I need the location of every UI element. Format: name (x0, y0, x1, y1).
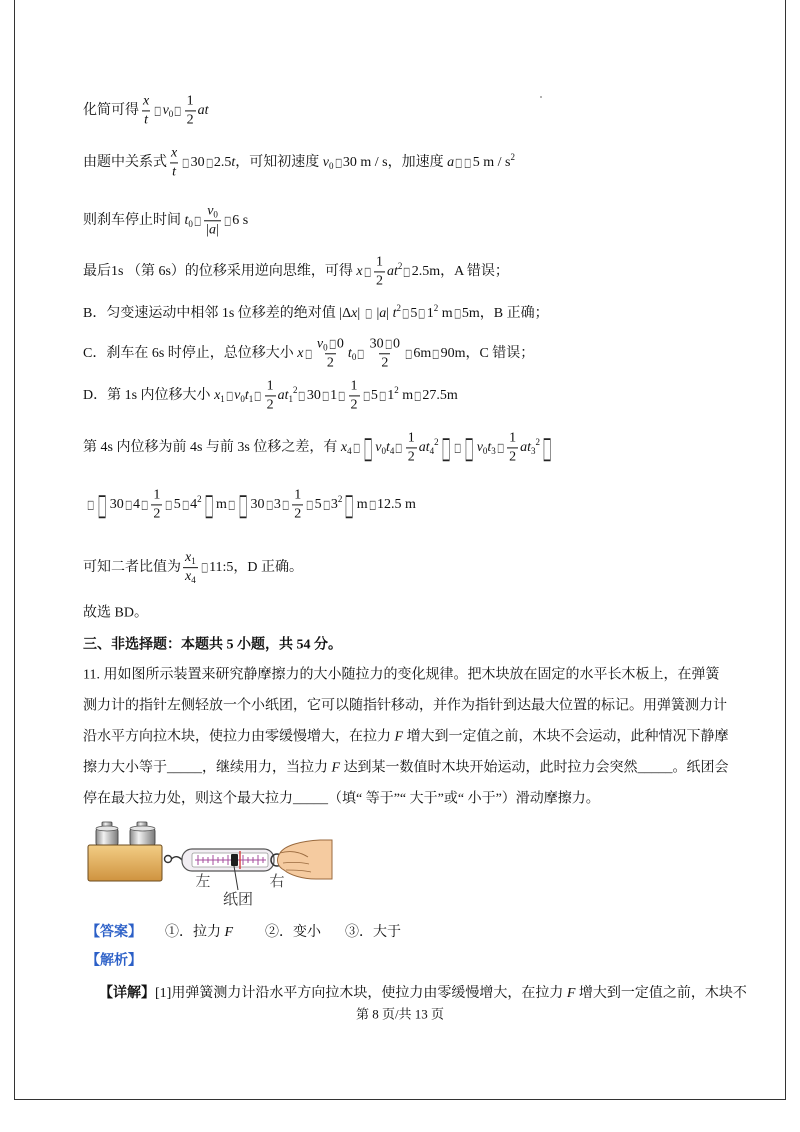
fraction-denominator (374, 272, 385, 290)
missing-symbol-box: □ (154, 103, 162, 118)
fraction-numerator (183, 550, 198, 567)
fraction-denominator (142, 111, 150, 129)
missing-symbol-box: □ (379, 388, 386, 403)
fraction-denominator (325, 354, 336, 372)
text-run: 1 (294, 487, 302, 503)
large-bracket-box: □ (98, 487, 107, 522)
text-run: | (216, 222, 219, 238)
math-variable: x (351, 306, 358, 322)
fraction (169, 145, 179, 180)
missing-symbol-box: □ (205, 155, 213, 170)
text-run: 2 (153, 506, 161, 522)
math-variable: x (185, 569, 192, 585)
text-run: 1 (509, 430, 517, 446)
solution-step-4 (83, 254, 509, 289)
missing-symbol-box: □ (395, 440, 403, 455)
math-variable: x (214, 388, 221, 404)
missing-symbol-box: □ (306, 497, 314, 512)
math-variable: at (277, 388, 289, 404)
solution-option-c (83, 336, 534, 371)
fraction-numerator (205, 203, 220, 220)
subscript: 1 (288, 394, 293, 405)
text-run: B．匀变速运动中相邻 1s 位移差的绝对值 (83, 306, 340, 322)
fraction (368, 336, 402, 371)
detail-label: 【详解】 (99, 985, 155, 1001)
text-run: 可知二者比值为 (83, 560, 181, 576)
solution-step-8 (83, 430, 554, 465)
text-run: 5 (173, 497, 181, 513)
text-run: 则刹车停止时间 (83, 213, 185, 229)
fraction-numerator (151, 487, 162, 504)
spring-scale (182, 849, 283, 871)
hand (277, 840, 332, 879)
math-variable: at (197, 103, 209, 119)
missing-symbol-box: □ (497, 440, 504, 455)
text-run: ③．大于 (345, 925, 401, 940)
text-run: 达到某一数值时木块开始运动，此时拉力会突然_____。纸团会 (340, 760, 729, 776)
text-run: 5 (370, 388, 378, 404)
superscript: 2 (397, 261, 403, 272)
text-run: 2 (381, 355, 389, 371)
question-text-line-2 (83, 699, 727, 716)
text-run: 90m，C 错误； (440, 346, 535, 362)
text-run: 30 (109, 497, 124, 513)
subscript: 4 (191, 575, 196, 586)
solution-step-9 (86, 487, 416, 522)
text-run: 1 (350, 378, 358, 394)
text-run: 化简可得 (83, 103, 139, 119)
missing-symbol-box: □ (174, 103, 182, 118)
fraction (374, 254, 385, 289)
fraction (185, 93, 196, 128)
subscript: 1 (220, 394, 225, 405)
math-variable: v (207, 203, 214, 219)
missing-symbol-box: □ (364, 306, 372, 321)
weight-right (130, 822, 155, 846)
large-bracket-box: □ (542, 430, 552, 465)
text-run: 2 (326, 355, 334, 371)
superscript: 2 (337, 494, 343, 505)
text-run: ①．拉力 (165, 925, 225, 940)
missing-symbol-box: □ (304, 346, 312, 361)
fraction-denominator (185, 111, 196, 129)
subscript: 1 (248, 394, 254, 405)
missing-symbol-box: □ (368, 497, 376, 512)
subscript: 3 (491, 446, 496, 457)
label-right: 右 (269, 872, 285, 890)
question-text-line-3 (83, 730, 729, 747)
missing-symbol-box: □ (334, 155, 342, 170)
fraction-denominator (151, 505, 162, 523)
math-variable: x (356, 264, 363, 280)
text-run: C．刹车在 6s 时停止，总位移大小 (83, 346, 298, 362)
math-variable: v (316, 336, 324, 352)
subscript: 0 (323, 342, 328, 353)
subscript: 1 (191, 556, 196, 567)
math-variable: at (520, 440, 532, 456)
text-run: 5 (314, 497, 322, 513)
solution-step-10 (83, 550, 303, 586)
text-run: 增大到一定值之前，木块不 (575, 985, 747, 1001)
answer-item-2 (265, 921, 321, 941)
text-run: 11. 用如图所示装置来研究静摩擦力的大小随拉力的变化规律。把木块放在固定的水平长木板上，在弹簧 (83, 667, 720, 683)
fraction-denominator (204, 221, 221, 239)
missing-symbol-box: □ (405, 346, 413, 361)
paper-ball (231, 854, 238, 866)
fraction (315, 336, 346, 371)
text-run: m (356, 497, 368, 513)
text-run: |Δ (339, 306, 352, 322)
missing-symbol-box: □ (328, 336, 336, 351)
text-run: 最后1s （第 6s）的位移采用逆向思维，可得 (83, 264, 357, 280)
answer-label: 【答案】 (86, 925, 142, 940)
math-variable: a (379, 306, 387, 322)
text-run: 1 (186, 93, 194, 109)
subscript: 0 (188, 219, 193, 230)
text-run: 1 (426, 306, 434, 322)
text-run: 1 (375, 254, 383, 270)
missing-symbol-box: □ (338, 388, 346, 403)
superscript: 2 (433, 303, 439, 314)
subscript: 4 (389, 446, 395, 457)
missing-symbol-box: □ (414, 388, 422, 403)
text-run: | (386, 306, 393, 322)
missing-symbol-box: □ (384, 336, 392, 351)
math-variable: t (184, 213, 189, 229)
wooden-block (88, 845, 162, 881)
missing-symbol-box: □ (453, 306, 461, 321)
text-run: 6m (413, 346, 432, 362)
math-variable: t (144, 112, 149, 128)
missing-symbol-box: □ (182, 497, 189, 512)
missing-symbol-box: □ (362, 388, 370, 403)
missing-symbol-box: □ (87, 497, 95, 512)
missing-symbol-box: □ (403, 264, 411, 279)
fraction (292, 487, 303, 522)
math-variable: x (340, 440, 348, 456)
answer-item-3 (345, 921, 401, 941)
text-run: D．第 1s 内位移大小 (83, 388, 215, 404)
missing-symbol-box: □ (322, 497, 330, 512)
large-bracket-box: □ (204, 487, 214, 522)
subscript: 0 (168, 109, 174, 120)
text-run: 故选 BD。 (83, 605, 148, 621)
missing-symbol-box: □ (200, 560, 208, 575)
text-run: | (206, 222, 210, 238)
math-variable: a (447, 155, 455, 171)
superscript: 2 (396, 303, 401, 314)
text-run: 30 m / s (342, 155, 388, 171)
text-run: ②．变小 (265, 925, 321, 940)
missing-symbol-box: □ (352, 440, 360, 455)
fraction-denominator (379, 354, 390, 372)
text-run: 1 (266, 378, 274, 394)
text-run: 5 (410, 306, 418, 322)
math-variable: at (418, 440, 430, 456)
text-run: 1 (153, 487, 161, 503)
text-run: 停在最大拉力处，则这个最大拉力_____（填“ 等于”“ 大于”或“ 小于”）滑动摩擦力。 (83, 791, 600, 807)
math-variable: t (347, 346, 352, 362)
missing-symbol-box: □ (464, 155, 472, 170)
missing-symbol-box: □ (182, 155, 190, 170)
text-run: 3 (273, 497, 281, 513)
superscript: 2 (434, 437, 439, 448)
missing-symbol-box: □ (141, 497, 149, 512)
fraction-numerator (349, 378, 360, 395)
label-paper-ball: 纸团 (222, 890, 254, 908)
fraction-denominator (406, 448, 417, 466)
math-variable: v (375, 440, 382, 456)
text-run: 1 (387, 388, 395, 404)
text-run: 30 (369, 336, 384, 352)
subscript: 0 (351, 352, 357, 363)
fraction (349, 378, 360, 413)
fraction-numerator (292, 487, 303, 504)
subscript: 0 (482, 446, 488, 457)
fraction (265, 378, 276, 413)
text-run: ，可知初速度 (235, 155, 323, 171)
text-run: 11:5，D 正确。 (209, 560, 304, 576)
text-run: 2.5 (213, 155, 232, 171)
superscript: 2 (197, 494, 202, 505)
subscript: 0 (240, 394, 245, 405)
detail-text (155, 986, 747, 1001)
text-run: 沿水平方向拉木块，使拉力由零缓慢增大，在拉力 (83, 729, 395, 745)
subscript: 3 (531, 446, 536, 457)
fraction-numerator (368, 336, 402, 353)
text-run: 12.5 m (377, 497, 416, 513)
math-variable: x (171, 145, 178, 161)
text-run: 4 (190, 497, 198, 513)
text-run: 2 (266, 397, 274, 413)
text-run: 增大到一定值之前，木块不会运动，此种情况下静摩 (403, 729, 729, 745)
solution-step-3 (83, 203, 248, 238)
text-run: 3 (330, 497, 338, 513)
text-run: 2.5m，A 错误； (411, 264, 509, 280)
page-speck (540, 96, 542, 98)
text-run: 6 s (232, 213, 249, 229)
math-variable: v (162, 103, 169, 119)
section-heading: 三、非选择题：本题共 5 小题，共 54 分。 (83, 637, 342, 653)
math-variable: F (331, 760, 341, 776)
missing-symbol-box: □ (165, 497, 173, 512)
text-run: 0 (336, 336, 344, 352)
fraction (507, 430, 518, 465)
missing-symbol-box: □ (298, 388, 306, 403)
text-run: m (438, 306, 453, 322)
fraction-numerator (265, 378, 276, 395)
page-footer: 第 8 页/共 13 页 (355, 1006, 445, 1022)
text-run: m (398, 388, 414, 404)
text-run: 2 (350, 397, 358, 413)
missing-symbol-box: □ (454, 440, 462, 455)
text-run: 第 4s 内位移为前 4s 与前 3s 位移之差，有 (83, 440, 341, 456)
fraction-numerator (141, 93, 151, 110)
text-run: [1]用弹簧测力计沿水平方向拉木块，使拉力由零缓慢增大，在拉力 (155, 985, 567, 1001)
fraction (406, 430, 417, 465)
math-variable: t (386, 440, 390, 456)
text-run: 2 (509, 449, 517, 465)
text-run: 2 (294, 506, 302, 522)
math-variable: at (386, 264, 398, 280)
math-variable: F (224, 925, 234, 940)
solution-conclusion (83, 606, 148, 623)
math-variable: t (244, 388, 249, 404)
math-variable: a (209, 222, 217, 238)
math-variable: t (231, 155, 236, 171)
text-run: | (357, 306, 364, 322)
math-variable: x (185, 550, 192, 566)
missing-symbol-box: □ (224, 213, 231, 228)
solution-step-1 (83, 93, 209, 128)
fraction-denominator (265, 396, 276, 414)
label-left: 左 (195, 872, 211, 890)
large-bracket-box: □ (441, 430, 451, 465)
subscript: 0 (329, 161, 334, 172)
fraction-numerator (169, 145, 179, 162)
missing-symbol-box: □ (124, 497, 132, 512)
missing-symbol-box: □ (226, 388, 233, 403)
superscript: 2 (535, 437, 541, 448)
math-variable: v (322, 155, 330, 171)
large-bracket-box: □ (465, 430, 474, 465)
subscript: 4 (347, 446, 352, 457)
missing-symbol-box: □ (455, 155, 463, 170)
fraction-denominator (292, 505, 303, 523)
answer-item-1 (165, 921, 233, 941)
missing-symbol-box: □ (194, 213, 201, 228)
superscript: 2 (394, 385, 399, 396)
missing-symbol-box: □ (282, 497, 289, 512)
missing-symbol-box: □ (357, 346, 365, 361)
text-run: 0 (393, 336, 400, 352)
text-run: 1 (407, 430, 415, 446)
fraction-numerator (406, 430, 417, 447)
fraction-denominator (349, 396, 360, 414)
superscript: 2 (292, 385, 298, 396)
text-run: 5 m / s (472, 155, 511, 171)
text-run: 2 (186, 112, 194, 128)
analysis-label: 【解析】 (86, 953, 142, 969)
missing-symbol-box: □ (322, 388, 329, 403)
text-run: 30 (250, 497, 265, 513)
large-bracket-box: □ (345, 487, 354, 522)
large-bracket-box: □ (363, 430, 373, 465)
text-run: 2 (375, 273, 383, 289)
fraction-numerator (185, 93, 196, 110)
text-run: ，加速度 (387, 155, 448, 171)
math-variable: x (143, 93, 150, 109)
fraction (204, 203, 221, 238)
large-bracket-box: □ (239, 487, 248, 522)
weight-left (96, 822, 118, 846)
fraction-numerator (315, 336, 346, 353)
missing-symbol-box: □ (432, 346, 440, 361)
math-variable: x (297, 346, 304, 362)
math-variable: F (566, 985, 576, 1001)
text-run: 4 (133, 497, 141, 513)
solution-step-2 (83, 145, 515, 180)
question-text-line-5 (83, 792, 600, 809)
text-run: 27.5m (422, 388, 458, 404)
question-text-line-1 (83, 668, 719, 685)
missing-symbol-box: □ (363, 264, 371, 279)
missing-symbol-box: □ (418, 306, 426, 321)
math-variable: F (394, 729, 404, 745)
fraction-denominator (507, 448, 518, 466)
subscript: 4 (429, 446, 435, 457)
text-run: 5m，B 正确； (461, 306, 549, 322)
text-run: 测力计的指针左侧轻放一个小纸团，它可以随指针移动，并作为指针到达最大位置的标记。用弹簧测力计 (83, 698, 727, 714)
text-run: | (372, 306, 380, 322)
missing-symbol-box: □ (254, 388, 262, 403)
text-run: 30 (190, 155, 205, 171)
math-variable: t (487, 440, 492, 456)
experiment-figure (80, 815, 340, 910)
text-run: m (215, 497, 227, 513)
subscript: 0 (381, 446, 386, 457)
solution-option-b (83, 303, 549, 323)
math-variable: t (172, 164, 177, 180)
text-run: 由题中关系式 (83, 155, 167, 171)
question-text-line-4 (83, 761, 729, 778)
text-run: 2 (407, 449, 415, 465)
hook (165, 856, 183, 863)
math-variable: v (234, 388, 241, 404)
missing-symbol-box: □ (265, 497, 273, 512)
text-run: 擦力大小等于_____，继续用力，当拉力 (83, 760, 332, 776)
fraction-denominator (183, 568, 198, 586)
math-variable: t (392, 306, 397, 322)
fraction (183, 550, 198, 586)
text-run: 30 (306, 388, 321, 404)
math-variable: v (476, 440, 483, 456)
fraction-numerator (507, 430, 518, 447)
fraction (151, 487, 162, 522)
text-run: 1 (330, 388, 338, 404)
missing-symbol-box: □ (228, 497, 235, 512)
superscript: 2 (510, 152, 516, 163)
subscript: 0 (213, 209, 218, 220)
fraction-denominator (170, 163, 178, 181)
fraction (141, 93, 151, 128)
missing-symbol-box: □ (402, 306, 410, 321)
fraction-numerator (374, 254, 385, 271)
solution-option-d (83, 378, 458, 413)
